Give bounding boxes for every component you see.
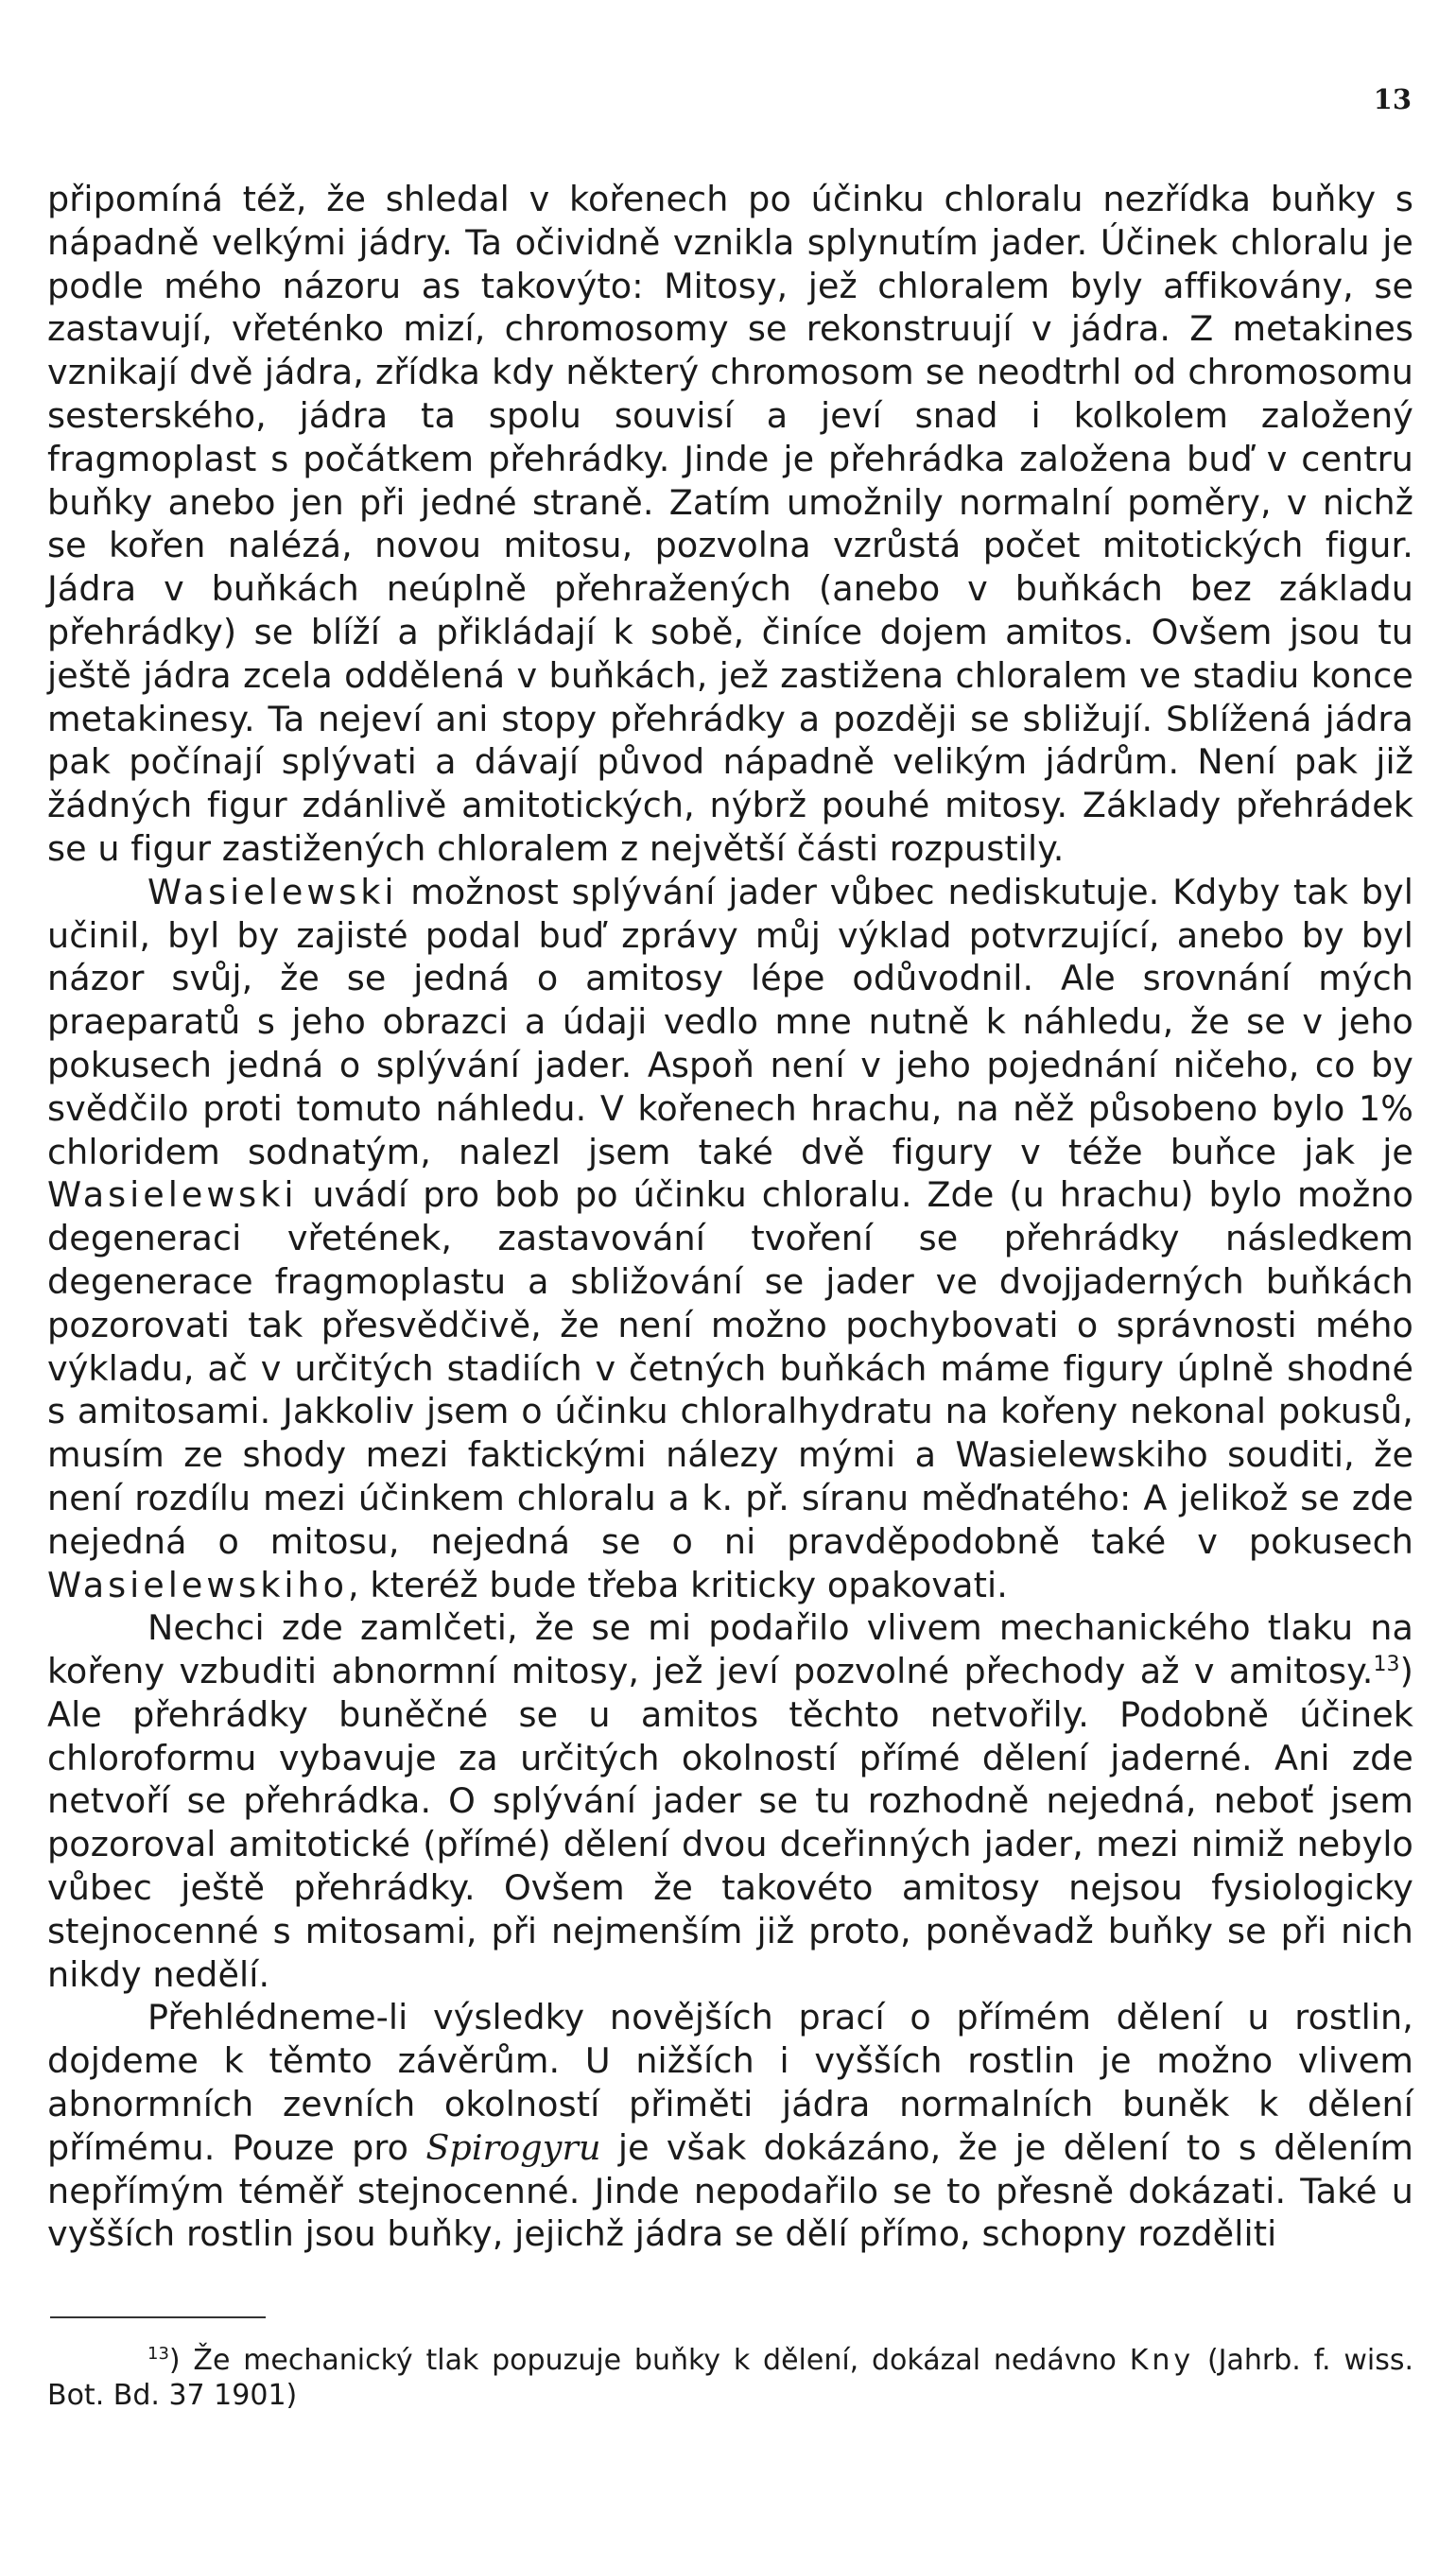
author-name: Wasielewski xyxy=(147,871,398,912)
footnote-text: ) Že mechanický tlak popuzuje buňky k dělení, dokázal nedávno xyxy=(168,2344,1130,2377)
footnote-text: (Jahrb. f. wiss. Bot. Bd. 37 1901) xyxy=(47,2344,1413,2412)
footnote-reference[interactable]: 13 xyxy=(1373,1652,1400,1676)
footnote-marker: 13 xyxy=(147,2344,169,2364)
paragraph-4 xyxy=(47,1996,1413,2256)
author-name: Kny xyxy=(1129,2344,1195,2377)
footnote-divider xyxy=(50,2316,266,2318)
paragraph-text: možnost splývání jader vůbec nediskutuje. Kdyby tak byl učinil, byl by zajisté podal buď zprávy můj výklad potvrzující, anebo by byl názor svůj, že se jedná o amitosy lépe odůvodnil. Ale srovnání mých praeparatů s jeho obrazci a údaji vedlo mne nutně k náhledu, že se v jeho pokusech jedná o splývání jader. Aspoň není v jeho pojednání ničeho, co by svědčilo proti tomuto náhledu. V kořenech hrachu, na něž působeno bylo 1% chloridem sodnatým, nalezl jsem také dvě figury v téže buňce jak je xyxy=(47,871,1413,1172)
paragraph-text: uvádí pro bob po účinku chloralu. Zde (u hrachu) bylo možno degeneraci vřetének, zastavování tvoření se přehrádky následkem degenerace fragmoplastu a sbližování se jader ve dvojjaderných buňkách pozorovati tak přesvědčivě, že není možno pochybovati o správnosti mého výkladu, ač v určitých stadiích v četných buňkách máme figury úplně shodné s amitosami. Jakkoliv jsem o účinku chloralhydratu na kořeny nekonal pokusů, musím ze shody mezi faktickými nálezy mými a Wasielewskiho souditi, že není rozdílu mezi účinkem chloralu a k. př. síranu měďnatého: A jelikož se zde nejedná o mitosu, nejedná se o ni pravděpodobně také v pokusech xyxy=(47,1174,1413,1562)
page-number: 13 xyxy=(1373,83,1412,115)
author-name: Wasielewski xyxy=(47,1174,298,1216)
paragraph-1: připomíná též, že shledal v kořenech po účinku chloralu nezřídka buňky s nápadně velkými jádry. Ta očividně vznikla splynutím jader. Účinek chloralu je podle mého názoru as takovýto: Mitosy, jež chloralem byly affikovány, se zastavují, vřeténko mizí, chromosomy se rekonstruují v jádra. Z metakines vznikají dvě jádra, zřídka kdy některý chromosom se neodtrhl od chromosomu sesterského, jádra ta spolu souvisí a jeví snad i kolkolem založený fragmoplast s počátkem přehrádky. Jinde je přehrádka založena buď v centru buňky anebo jen při jedné straně. Zatím umožnily normalní poměry, v nichž se kořen nalézá, novou mitosu, pozvolna vzrůstá počet mitotických figur. Jádra v buňkách neúplně přehražených (anebo v buňkách bez základu přehrádky) se blíží a přikládají k sobě, činíce dojem amitos. Ovšem jsou tu ještě jádra zcela oddělená v buňkách, jež zastižena chloralem ve stadiu konce metakinesy. Ta nejeví ani stopy přehrádky a později se sbližují. Sblížená jádra pak počínají splývati a dávají původ nápadně velikým jádrům. Není pak již žádných figur zdánlivě amitotických, nýbrž pouhé mitosy. Základy přehrádek se u figur zastižených chloralem z největší části rozpustily. xyxy=(47,179,1413,869)
paragraph-text: Nechci zde zamlčeti, že se mi podařilo vlivem mechanického tlaku na kořeny vzbuditi abnormní mitosy, jež jeví pozvolné přechody až v amitosy. xyxy=(47,1607,1413,1692)
paragraph-text: , kteréž bude třeba kriticky opakovati. xyxy=(347,1564,1008,1605)
paragraph-2 xyxy=(47,871,1413,1607)
author-name: Wasielewskiho xyxy=(47,1564,348,1605)
paragraph-text: Přehlédneme-li výsledky novějších prací o přímém dělení u rostlin, dojdeme k těmto závěrům. U nižších i vyšších rostlin je možno vlivem abnormních zevních okolností přiměti jádra normalních buněk k dělení přímému. Pouze pro xyxy=(47,1997,1413,2168)
footnote-13 xyxy=(47,2343,1413,2413)
main-text xyxy=(47,178,1413,2256)
paragraph-3 xyxy=(47,1606,1413,1996)
genus-name: Spirogyru xyxy=(425,2126,601,2168)
paragraph-text: je však dokázáno, že je dělení to s dělením nepřímým téměř stejnocenné. Jinde nepodařilo se to přesně dokázati. Také u vyšších rostlin jsou buňky, jejichž jádra se dělí přímo, schopny rozděliti xyxy=(47,2126,1413,2255)
paragraph-text: ) Ale přehrádky buněčné se u amitos těchto netvořily. Podobně účinek chloroformu vybavuje za určitých okolností přímé dělení jaderné. Ani zde netvoří se přehrádka. O splývání jader se tu rozhodně nejedná, neboť jsem pozoroval amitotické (přímé) dělení dvou dceřinných jader, mezi nimiž nebylo vůbec ještě přehrádky. Ovšem že takovéto amitosy nejsou fysiologicky stejnocenné s mitosami, při nejmenším již proto, poněvadž buňky se při nich nikdy nedělí. xyxy=(47,1651,1413,1995)
